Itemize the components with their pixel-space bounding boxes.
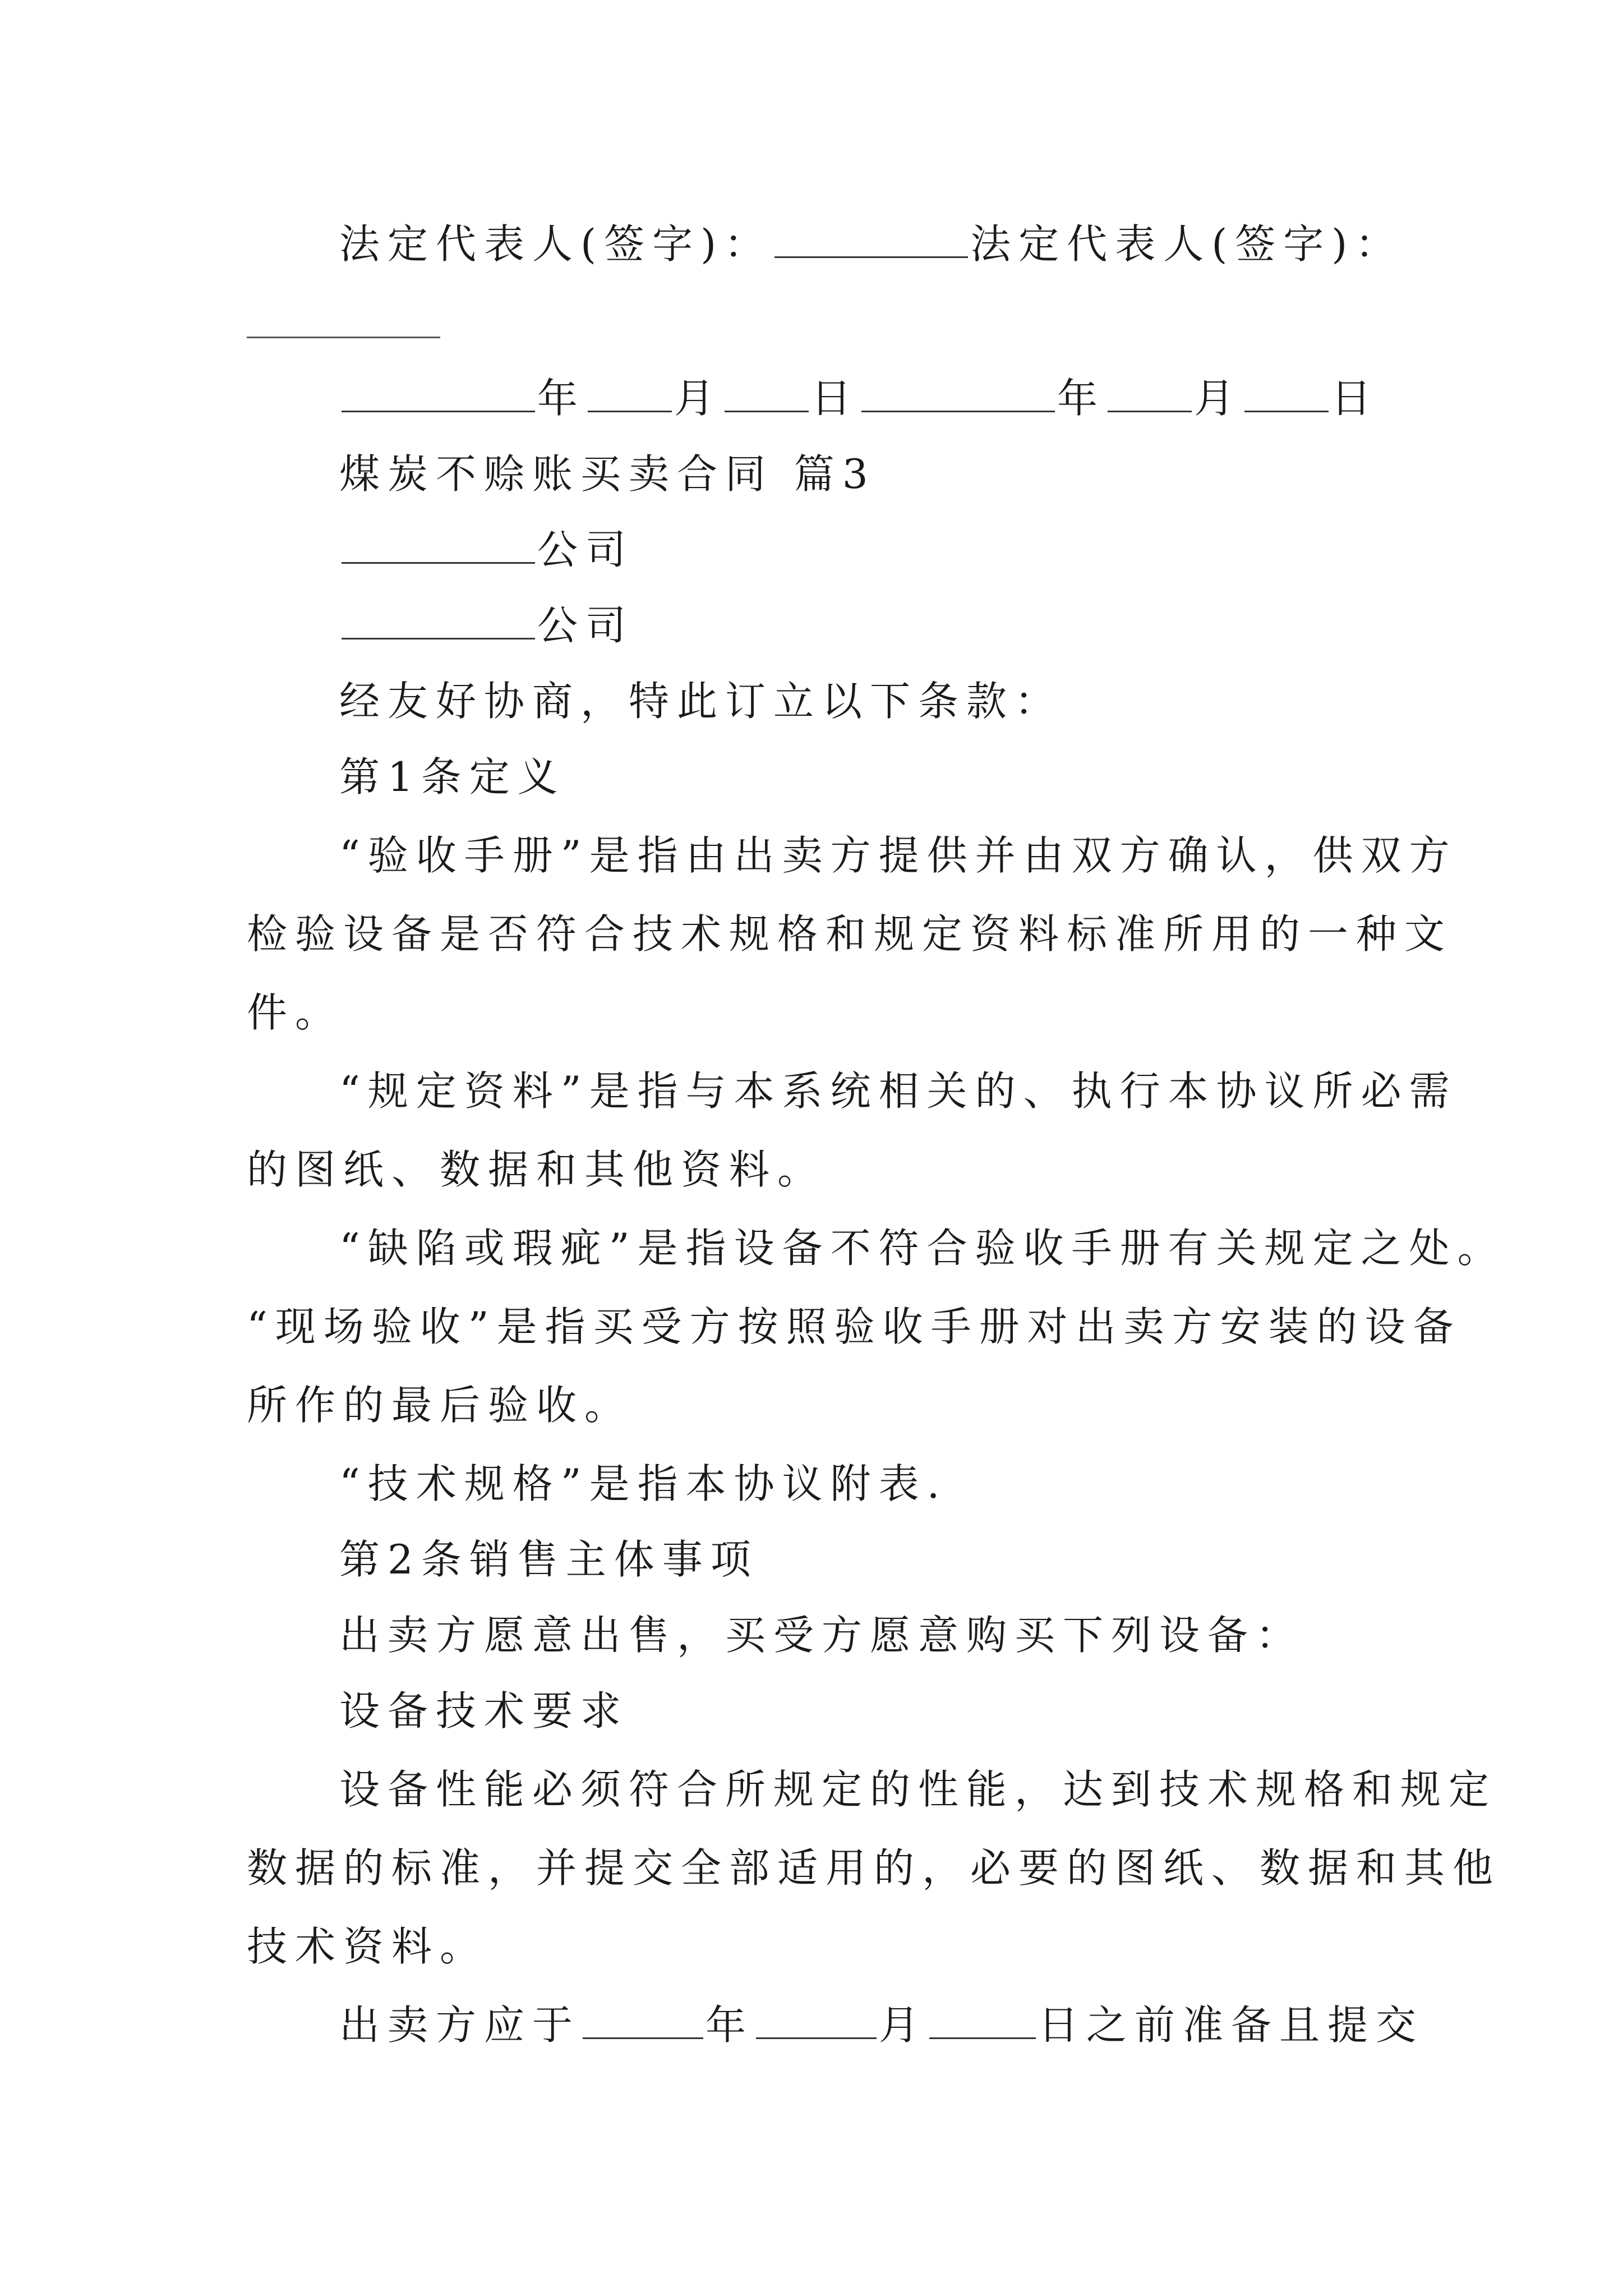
paragraph-text: “现场验收”是指买受方按照验收手册对出卖方安装的设备 [247,1303,1461,1350]
deadline-year-blank [583,1998,703,2039]
paragraph-text: 件。 [247,989,344,1036]
paragraph-text: “规定资料”是指与本系统相关的、执行本协议所必需 [339,1068,1458,1115]
paragraph-text: 所作的最后验收。 [247,1382,633,1429]
year-label-b: 年 [1057,375,1106,422]
year-blank-b [861,371,1055,412]
signature-blank-b [247,337,440,338]
article-2-heading: 第2条销售主体事项 [339,1536,759,1583]
company-label-b: 公司 [537,602,634,649]
legal-rep-label-b: 法定代表人(签字)： [970,220,1404,268]
year-label-a: 年 [537,375,586,422]
year-blank-a [342,371,535,412]
date-line [339,370,1483,426]
month-blank-a [588,371,672,412]
contract-title: 煤炭不赊账买卖合同 篇3 [339,450,876,498]
day-blank-a [725,371,809,412]
legal-rep-label-a: 法定代表人(签字)： [339,220,773,268]
deadline-month-label: 月 [879,2001,928,2049]
company-line-b [339,597,1483,654]
article-1-heading: 第1条定义 [339,753,566,800]
deadline-year-label: 年 [706,2001,754,2049]
signature-blank-a [774,217,968,258]
paragraph-text: 检验设备是否符合技术规格和规定资料标准所用的一种文 [247,910,1453,958]
company-line-a [339,522,1483,578]
paragraph-text: “缺陷或瑕疵”是指设备不符合验收手册有关规定之处。 [339,1225,1506,1272]
paragraph-text: 的图纸、数据和其他资料。 [247,1146,826,1193]
signature-line [339,216,1483,272]
intro-text: 经友好协商，特此订立以下条款： [339,678,1063,725]
deadline-suffix: 日之前准备且提交 [1038,2001,1424,2049]
section-heading: 设备技术要求 [339,1687,629,1734]
deadline-day-blank [929,1998,1036,2039]
paragraph-text: 设备性能必须符合所规定的性能，达到技术规格和规定 [339,1766,1497,1813]
deadline-prefix: 出卖方应于 [339,2001,581,2049]
paragraph-text: 出卖方愿意出售，买受方愿意购买下列设备： [339,1612,1304,1659]
paragraph-text: “验收手册”是指由出卖方提供并由双方确认，供双方 [339,832,1458,879]
month-label-a: 月 [674,375,723,422]
paragraph-text: “技术规格”是指本协议附表. [339,1460,948,1507]
day-blank-b [1244,371,1329,412]
deadline-month-blank [756,1998,877,2039]
deadline-line [339,1997,1483,2053]
month-blank-b [1108,371,1192,412]
month-label-b: 月 [1194,375,1243,422]
day-label-b: 日 [1331,375,1380,422]
paragraph-text: 数据的标准，并提交全部适用的，必要的图纸、数据和其他 [247,1844,1501,1892]
day-label-a: 日 [811,375,860,422]
paragraph-text: 技术资料。 [247,1923,488,1970]
company-blank-a [342,523,535,564]
company-label-a: 公司 [537,526,634,573]
company-blank-b [342,599,535,639]
